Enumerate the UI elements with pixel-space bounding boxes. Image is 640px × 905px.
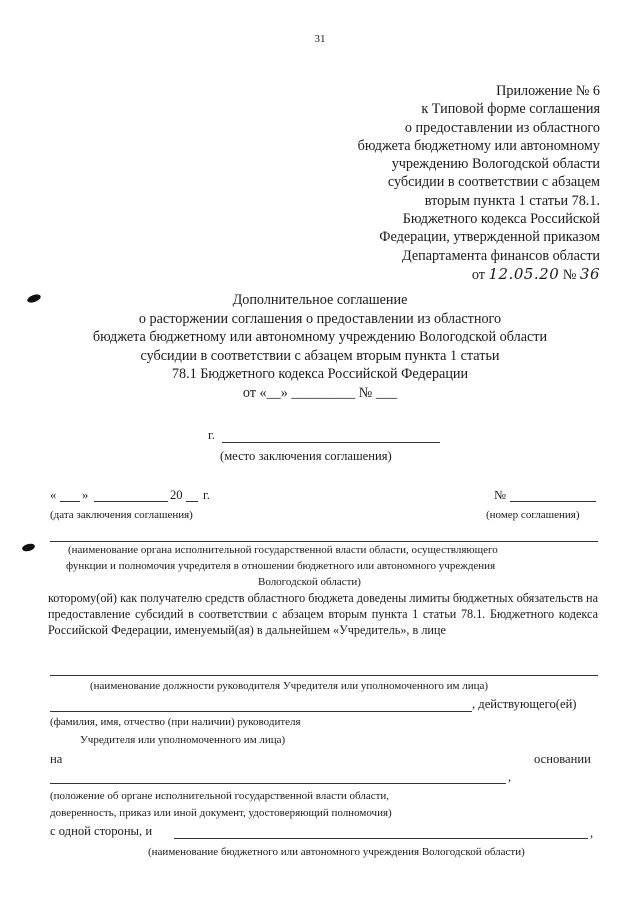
date-day-line	[60, 501, 80, 502]
side-comma: ,	[590, 826, 594, 840]
organ-caption: Вологодской области)	[258, 576, 361, 588]
side-text: с одной стороны, и	[50, 824, 153, 838]
place-field-line	[222, 442, 440, 443]
number-label: №	[494, 488, 507, 502]
date-month-line	[94, 501, 168, 502]
appendix-line: бюджета бюджетному или автономному	[357, 137, 600, 154]
date-year-prefix: 20	[170, 488, 183, 502]
date-open-quote: «	[50, 488, 57, 502]
number-field-line	[510, 501, 596, 502]
acting-text: , действующего(ей)	[472, 697, 577, 711]
fio-caption: Учредителя или уполномоченного им лица)	[80, 734, 286, 746]
title-line: 78.1 Бюджетного кодекса Российской Федерации	[171, 366, 469, 383]
page-number: 31	[314, 33, 326, 45]
date-close-quote: »	[82, 488, 89, 502]
fio-caption: (фамилия, имя, отчество (при наличии) руководителя	[50, 716, 301, 728]
organ-caption: функции и полномочия учредителя в отношении бюджетного или автономного учреждения	[66, 560, 496, 572]
organ-caption: (наименование органа исполнительной государственной власти области, осуществляющего	[68, 544, 498, 556]
basis-osnovanii: основании	[534, 752, 591, 766]
order-line	[358, 265, 600, 284]
appendix-line: субсидии в соответствии с абзацем	[387, 174, 600, 191]
appendix-line: Приложение № 6	[496, 83, 600, 99]
organ-body-text: которому(ой) как получателю средств областного бюджета доведены лимиты бюджетных обязательств на предоставление субсидий в соответствии с абзацем вторым пункта 1 статьи 78.1. Бюджетного кодекса Российской Федерации, именуемый(ая) в дальнейшем «Учредитель», в лице	[48, 591, 598, 637]
appendix-line: Бюджетного кодекса Российской	[402, 211, 600, 228]
date-year-line	[186, 501, 198, 502]
title-line: Дополнительное соглашение	[232, 292, 408, 308]
appendix-block	[358, 82, 600, 284]
appendix-line: учреждению Вологодской области	[391, 156, 600, 173]
order-prefix: от	[471, 266, 485, 283]
order-no-label: №	[562, 266, 577, 283]
position-caption: (наименование должности руководителя Учредителя или уполномоченного им лица)	[90, 680, 489, 692]
basis-na: на	[50, 752, 63, 766]
basis-comma: ,	[508, 770, 512, 784]
agreement-title	[0, 291, 640, 403]
place-prefix: г.	[208, 428, 215, 442]
appendix-line: Департамента финансов области	[401, 247, 600, 264]
basis-field-line	[50, 783, 506, 784]
title-line: о расторжении соглашения о предоставлении из областного	[138, 310, 502, 327]
date-caption: (дата заключения соглашения)	[50, 509, 193, 521]
appendix-line: к Типовой форме соглашения	[421, 101, 600, 118]
order-date-handwritten: 12.05.20	[488, 264, 560, 283]
institution-field-line	[174, 838, 588, 839]
fio-field-line	[50, 711, 472, 712]
order-number-handwritten: 36	[579, 264, 600, 283]
scan-mark	[21, 542, 35, 552]
title-line: от «__» _________ № ___	[242, 384, 398, 401]
basis-caption: (положение об органе исполнительной государственной власти области,	[50, 790, 390, 802]
institution-caption: (наименование бюджетного или автономного учреждения Вологодской области)	[148, 846, 525, 858]
basis-caption: доверенность, приказ или иной документ, удостоверяющий полномочия)	[50, 807, 392, 819]
date-year-suffix: г.	[203, 488, 210, 502]
position-field-line	[50, 675, 598, 676]
place-caption: (место заключения соглашения)	[220, 449, 392, 463]
title-line: субсидии в соответствии с абзацем вторым пункта 1 статьи	[140, 347, 500, 364]
number-caption: (номер соглашения)	[486, 509, 580, 521]
appendix-line: Федерации, утвержденной приказом	[379, 229, 600, 246]
appendix-line: о предоставлении из областного	[404, 119, 600, 136]
organ-field-line	[50, 541, 598, 542]
appendix-line: вторым пункта 1 статьи 78.1.	[424, 192, 600, 209]
title-line: бюджета бюджетному или автономному учреждению Вологодской области	[92, 329, 548, 346]
